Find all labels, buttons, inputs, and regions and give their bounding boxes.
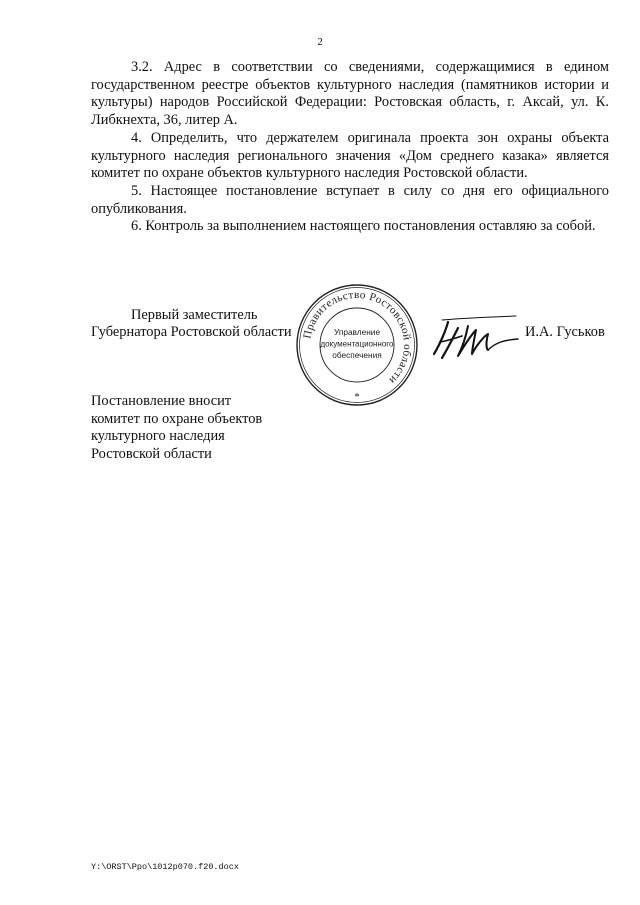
paragraph-5: 5. Настоящее постановление вступает в силу со дня его официального опубликования.: [91, 182, 609, 217]
svg-text:Правительство Ростовской облас: [301, 289, 413, 386]
paragraph-3-2: 3.2. Адрес в соответствии со сведениями, содержащимися в едином государственном реестре объектов культурного наследия (памятников истории и культуры) народов Российской Федерации: Ростовская область, г. Аксай, ул. К. Либкнехта, 36, литер А.: [91, 59, 609, 129]
page-number: 2: [317, 36, 323, 48]
paragraph-6: 6. Контроль за выполнением настоящего постановления оставляю за собой.: [131, 218, 596, 235]
signatory-title-line-2: Губернатора Ростовской области: [91, 324, 292, 340]
note-line-1: Постановление вносит: [91, 393, 232, 409]
note-line-3: культурного наследия: [91, 428, 225, 445]
official-seal: [295, 283, 419, 407]
handwritten-signature: [428, 314, 520, 364]
seal-center-line-2: документационного: [320, 339, 394, 349]
signatory-title-line-1: Первый заместитель: [131, 307, 258, 323]
note-line-2: комитет по охране объектов: [91, 410, 263, 427]
seal-star: *: [354, 391, 360, 403]
seal-center-line-3: обеспечения: [332, 350, 382, 360]
note-line-4: Ростовской области: [91, 445, 212, 462]
signatory-name: И.А. Гуськов: [525, 324, 605, 340]
seal-ring-text: Правительство Ростовской области: [301, 288, 414, 387]
file-path-footer: Y:\ORST\Ppo\1012p070.f20.docx: [91, 862, 239, 872]
seal-center-line-1: Управление: [333, 327, 381, 337]
paragraph-4: 4. Определить, что держателем оригинала проекта зон охраны объекта культурного наследия регионального значения «Дом среднего казака» является комитет по охране объектов культурного наследия Ростовской области.: [91, 129, 609, 182]
submission-note: [91, 393, 262, 463]
